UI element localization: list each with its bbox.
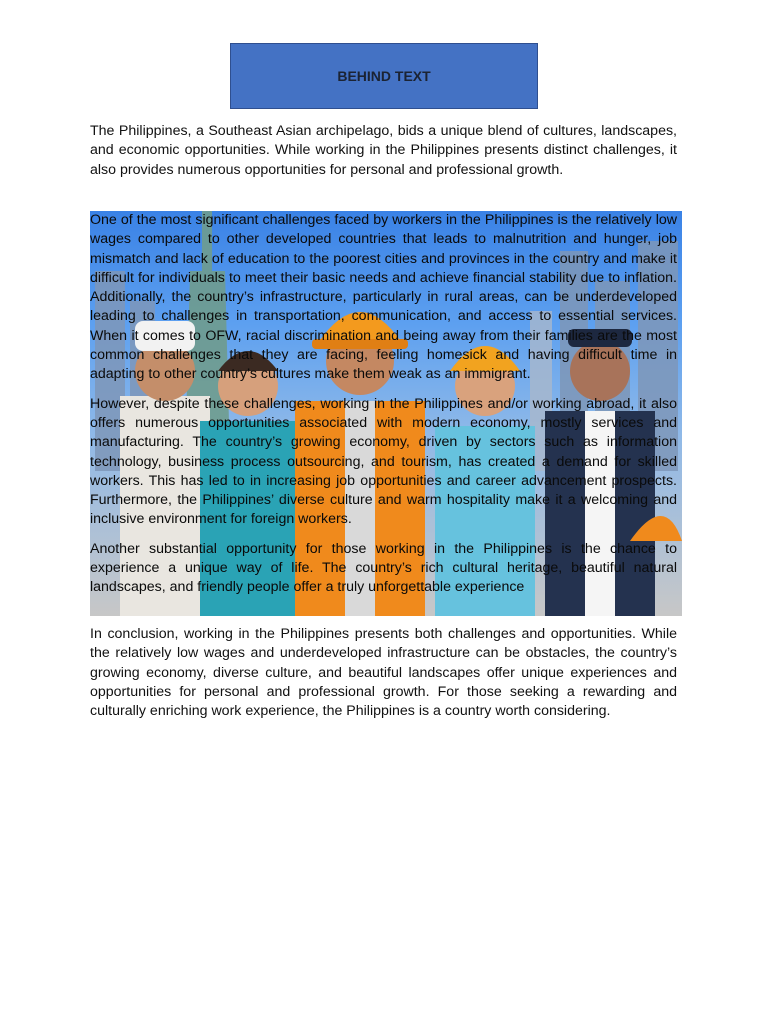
challenges-paragraph: One of the most significant challenges faced by workers in the Philippines is the relatively low wages compared to other developed countries that leads to malnutrition and hunger, job mismatch and lack of education to the poorest cities and provinces in the country and make it difficult for individuals to meet their basic needs and achieve financial stability due to inflation. Additionally, the country’s infrastructure, particularly in rural areas, can be underdeveloped leading to challenges in transportation, communication, and access to essential services. When it comes to OFW, racial discrimination and being away from their families are the most common challenges that they are facing, feeling homesick and having difficult time in adapting to other country’s cultures make them weak as an immigrant.	[90, 212, 677, 383]
intro-paragraph: The Philippines, a Southeast Asian archipelago, bids a unique blend of cultures, landscapes, and economic opportunities. While working in the Philippines presents distinct challenges, it also provides numerous opportunities for personal and professional growth.	[90, 123, 677, 178]
behind-text-title-box	[230, 43, 538, 109]
opportunities-paragraph: However, despite these challenges, working in the Philippines and/or working abroad, it also offers numerous opportunities associated with modern economy, mostly services and manufacturing. The country’s growing economy, driven by sectors such as information technology, business process outsourcing, and tourism, has created a demand for skilled workers. This has led to in increasing job opportunities and career advancement prospects. Furthermore, the Philippines’ diverse culture and warm hospitality make it a welcoming and inclusive environment for foreign workers.	[90, 395, 677, 528]
text-over-image	[90, 211, 677, 608]
title-box-label: BEHIND TEXT	[337, 68, 431, 84]
conclusion-paragraph: In conclusion, working in the Philippines presents both challenges and opportunities. While the relatively low wages and underdeveloped infrastructure can be obstacles, the country’s growing economy, diverse culture, and beautiful landscapes offer unique experiences and opportunities for personal and professional growth. For those seeking a rewarding and culturally enriching work experience, the Philippines is a country worth considering.	[90, 626, 677, 720]
lifestyle-paragraph: Another substantial opportunity for those working in the Philippines is the chance to experience a unique way of life. The country’s rich cultural heritage, beautiful natural landscapes, and friendly people offer a truly unforgettable experience	[90, 540, 677, 596]
